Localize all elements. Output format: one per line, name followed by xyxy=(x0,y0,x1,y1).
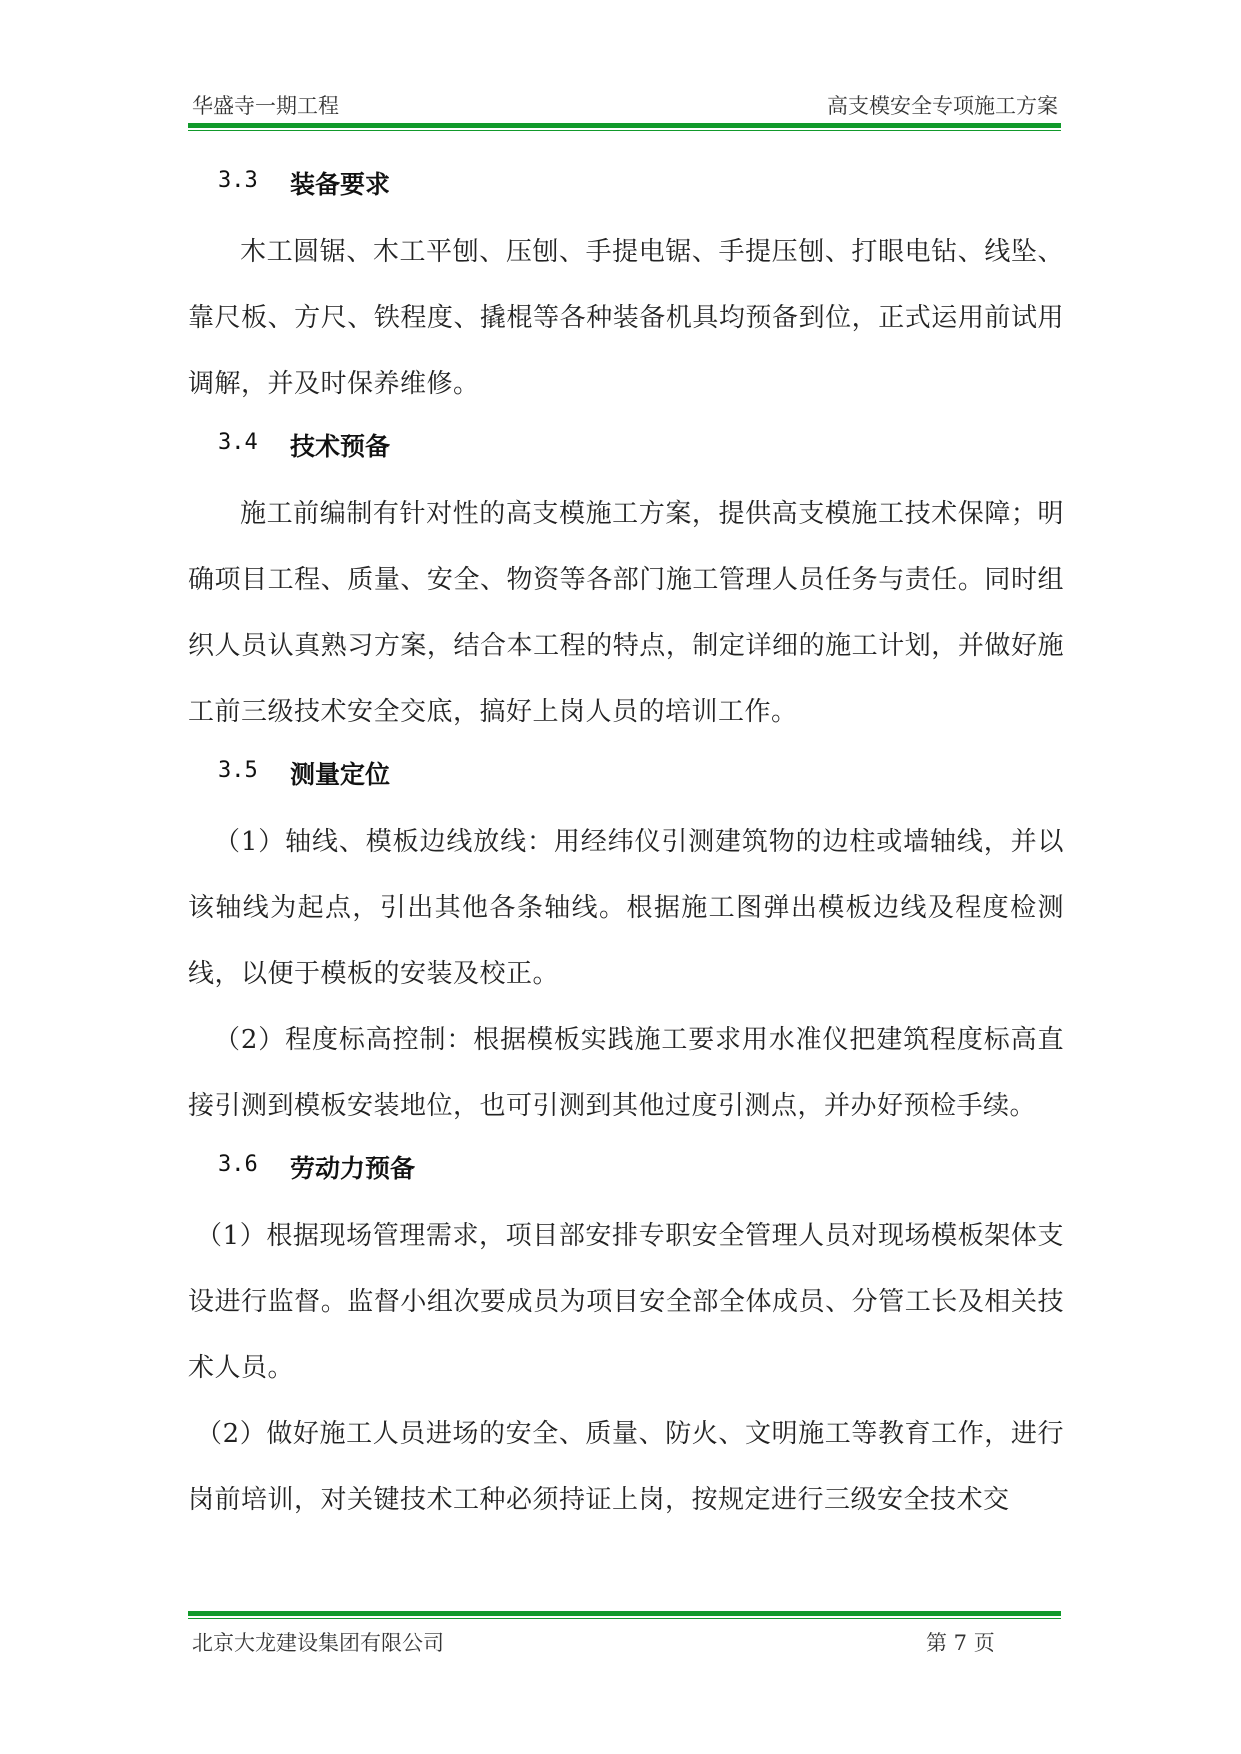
paragraph: 施工前编制有针对性的高支模施工方案，提供高支模施工技术保障；明确项目工程、质量、安全、物资等各部门施工管理人员任务与责任。同时组织人员认真熟习方案，结合本工程的特点，制定详细的施工计划，并做好施工前三级技术安全交底，搞好上岗人员的培训工作。 xyxy=(188,499,1064,727)
section-title: 测量定位 xyxy=(290,760,391,789)
footer-company-name: 北京大龙建设集团有限公司 xyxy=(192,1631,444,1655)
footer-rule-thick xyxy=(188,1611,1061,1616)
paragraph: （2）程度标高控制：根据模板实践施工要求用水准仪把建筑程度标高直接引测到模板安装地位，也可引测到其他过度引测点，并办好预检手续。 xyxy=(188,1025,1064,1121)
page-footer xyxy=(188,1627,1058,1663)
section-number: 3.4 xyxy=(218,430,258,455)
section-heading-3-5 xyxy=(188,745,1064,809)
page-header xyxy=(188,84,1058,120)
paragraph: （2）做好施工人员进场的安全、质量、防火、文明施工等教育工作，进行岗前培训，对关键技术工种必须持证上岗，按规定进行三级安全技术交 xyxy=(188,1419,1064,1515)
section-heading-3-4 xyxy=(188,417,1064,481)
header-project-name: 华盛寺一期工程 xyxy=(192,94,339,118)
page-number: 第 7 页 xyxy=(926,1631,995,1655)
section-heading-3-3 xyxy=(188,155,1064,219)
section-title: 技术预备 xyxy=(290,432,391,461)
paragraph: （1）轴线、模板边线放线：用经纬仪引测建筑物的边柱或墙轴线，并以该轴线为起点，引出其他各条轴线。根据施工图弹出模板边线及程度检测线，以便于模板的安装及校正。 xyxy=(188,827,1064,989)
section-title: 劳动力预备 xyxy=(290,1154,416,1183)
paragraph: 木工圆锯、木工平刨、压刨、手提电锯、手提压刨、打眼电钻、线坠、靠尺板、方尺、铁程度、撬棍等各种装备机具均预备到位，正式运用前试用调解，并及时保养维修。 xyxy=(188,237,1064,399)
header-rule-thin xyxy=(188,130,1061,131)
section-title: 装备要求 xyxy=(290,170,391,199)
paragraph: （1）根据现场管理需求，项目部安排专职安全管理人员对现场模板架体支设进行监督。监督小组次要成员为项目安全部全体成员、分管工长及相关技术人员。 xyxy=(188,1221,1064,1383)
section-number: 3.3 xyxy=(218,168,258,193)
header-document-title: 高支模安全专项施工方案 xyxy=(827,94,1058,118)
footer-rule-thin xyxy=(188,1618,1061,1619)
section-number: 3.6 xyxy=(218,1152,258,1177)
section-number: 3.5 xyxy=(218,758,258,783)
document-body xyxy=(188,155,1064,1533)
section-heading-3-6 xyxy=(188,1139,1064,1203)
header-rule-thick xyxy=(188,123,1061,128)
